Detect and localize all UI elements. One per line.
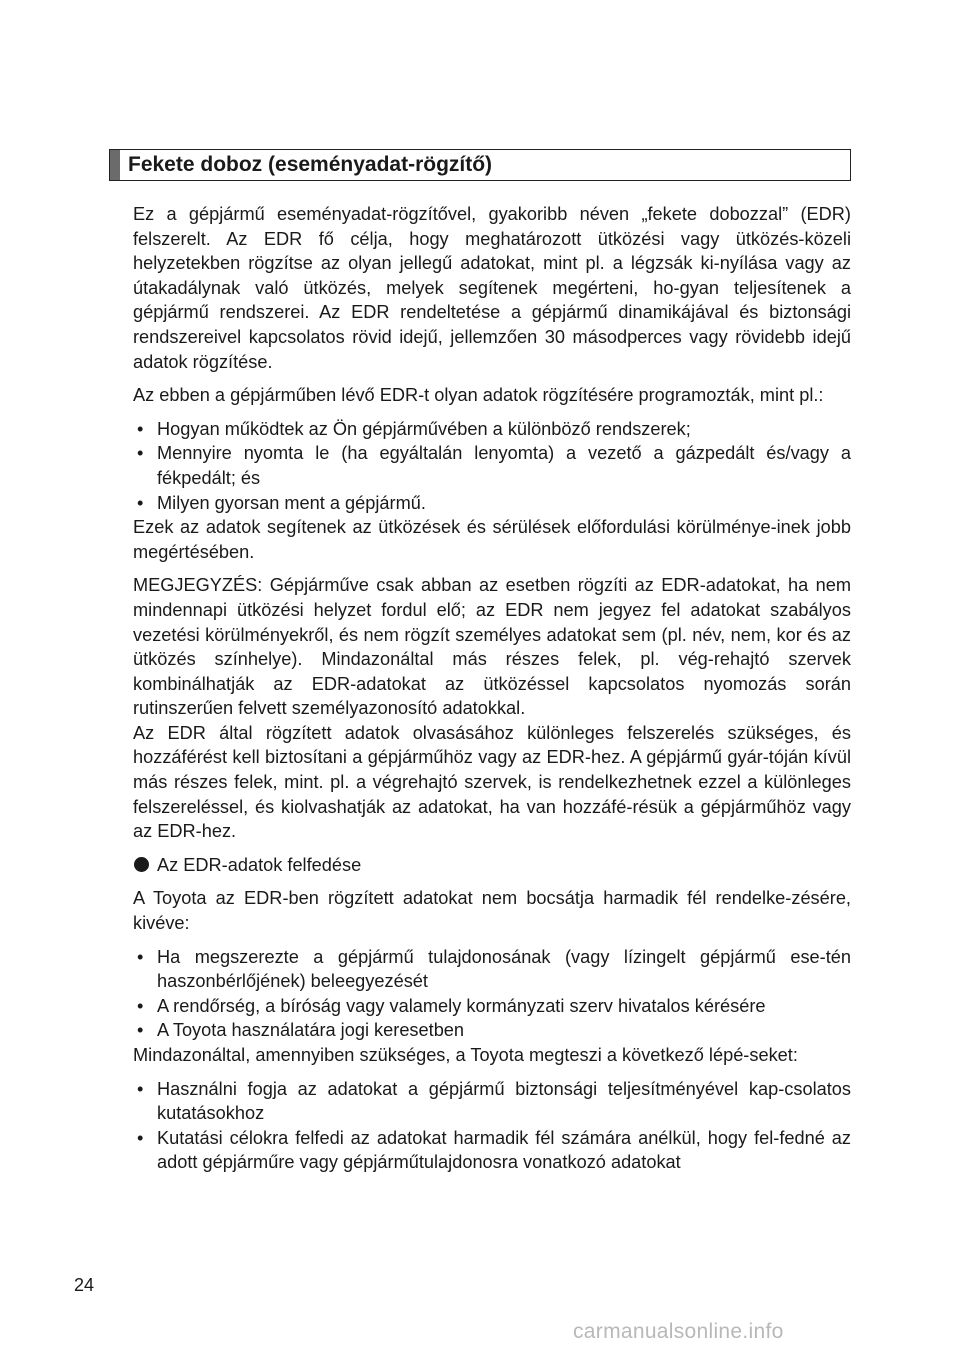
list-item: • A Toyota használatára jogi keresetben bbox=[137, 1020, 465, 1041]
note-access-paragraph: Az EDR által rögzített adatok olvasásához különleges felszerelés szükséges, és hozzáférést kell biztosítani a gépjárműhöz vagy az EDR-hez. A gépjármű gyár-tóján kívül más részes felek, mint. pl. a végrehajtó szervek, is rendelkezhetnek ezzel a különleges felszereléssel, és kiolvashatják az adatokat, ha van hozzáfé-résük a gépjárműhöz vagy az EDR-hez. bbox=[133, 722, 851, 842]
page-number: 24 bbox=[74, 1275, 95, 1295]
disclosure-exceptions-list bbox=[133, 945, 851, 1043]
list-item: • Ha megszerezte a gépjármű tulajdonosának (vagy lízingelt gépjármű ese-tén haszonbérlőjének) beleegyezését bbox=[137, 946, 851, 992]
disclosure-paragraph: A Toyota az EDR-ben rögzített adatokat nem bocsátja harmadik fél rendelke-zésére, kivéve: bbox=[133, 888, 851, 934]
list-item: • A rendőrség, a bíróság vagy valamely kormányzati szerv hivatalos kérésére bbox=[137, 995, 766, 1016]
list-item: • Milyen gyorsan ment a gépjármű. bbox=[137, 492, 426, 513]
disclosure-steps-list bbox=[133, 1077, 851, 1175]
note-paragraph: MEGJEGYZÉS: Gépjárműve csak abban az esetben rögzíti az EDR-adatokat, ha nem mindennapi ütközési helyzet fordul elő; az EDR nem jegyez fel adatokat szabályos vezetési körülményekről, és nem rögzít személyes adatokat sem (pl. név, nem, kor és az ütközés színhelye). Mindazonáltal más részes felek, pl. vég-rehajtó szervek kombinálhatják az EDR-adatokat az ütközéssel kapcsolatos nyomozás során rutinszerűen felvett személyazonosító adatokkal. bbox=[133, 575, 851, 719]
recorded-data-list bbox=[133, 417, 851, 515]
bullet-dot-icon bbox=[134, 857, 149, 872]
section-header-accent-bar bbox=[110, 150, 120, 180]
section-title: Fekete doboz (eseményadat-rögzítő) bbox=[128, 153, 493, 176]
list-item: • Hogyan működtek az Ön gépjárművében a különböző rendszerek; bbox=[137, 418, 691, 439]
intro-paragraph: Ez a gépjármű eseményadat-rögzítővel, gyakoribb néven „fekete dobozzal” (EDR) felszerelt. Az EDR fő célja, hogy meghatározott ütközési vagy ütközés-közeli helyzetekben rögzítse az olyan jellegű adatokat, mint pl. a légzsák ki-nyílása vagy az útakadálynak való ütközés, melyek segítenek megérteni, ho-gyan teljesítenek a gépjármű rendszerei. Az EDR rendeltetése a gépjármű dinamikájával és biztonsági rendszereivel kapcsolatos rövid idejű, jellemzően 30 másodperces vagy rövidebb idejű adatok rögzítése. bbox=[133, 204, 851, 372]
page-content bbox=[133, 202, 851, 1175]
watermark: carmanualsonline.info bbox=[573, 1320, 784, 1343]
intro-summary: Ezek az adatok segítenek az ütközések és sérülések előfordulási körülménye-inek jobb megértésében. bbox=[133, 517, 851, 562]
section-header bbox=[109, 149, 851, 181]
intro-list-lead: Az ebben a gépjárműben lévő EDR-t olyan adatok rögzítésére programozták, mint pl.: bbox=[133, 385, 824, 406]
list-item: • Mennyire nyomta le (ha egyáltalán lenyomta) a vezető a gázpedált és/vagy a fékpedált; és bbox=[137, 443, 851, 488]
disclosure-heading: Az EDR-adatok felfedése bbox=[133, 853, 851, 878]
list-item: • Használni fogja az adatokat a gépjármű biztonsági teljesítményével kap-csolatos kutatásokhoz bbox=[137, 1078, 851, 1124]
disclosure-steps-lead: Mindazonáltal, amennyiben szükséges, a Toyota megteszi a következő lépé-seket: bbox=[133, 1045, 798, 1065]
list-item: • Kutatási célokra felfedi az adatokat harmadik fél számára anélkül, hogy fel-fedné az adott gépjárműre vagy gépjárműtulajdonosra vonatkozó adatokat bbox=[137, 1127, 851, 1173]
